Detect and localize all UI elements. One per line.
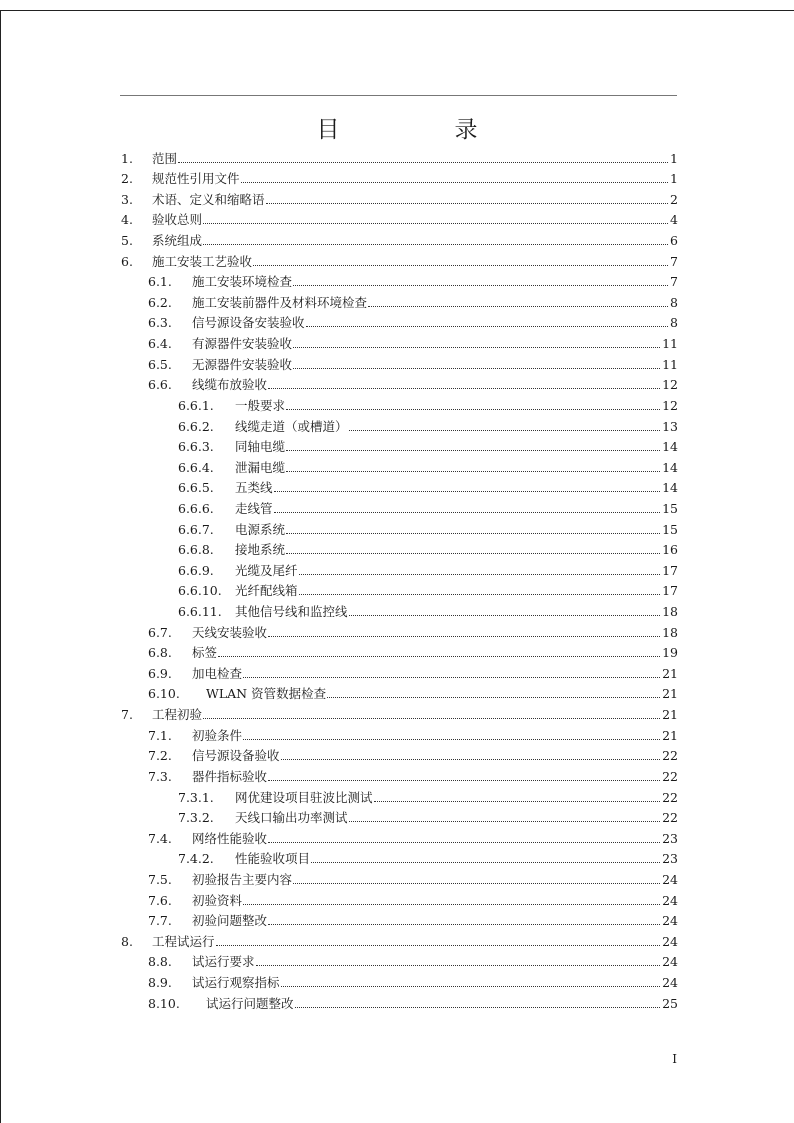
toc-entry-page: 15 — [662, 500, 678, 516]
toc-entry[interactable] — [0, 457, 794, 478]
toc-leader-dots — [274, 491, 661, 492]
toc-entry-page: 22 — [662, 748, 678, 764]
toc-entry-number: 6.6. — [148, 377, 172, 393]
toc-entry-page: 25 — [662, 995, 678, 1011]
toc-entry[interactable] — [0, 725, 794, 746]
toc-leader-dots — [268, 388, 660, 389]
toc-entry-number: 8. — [121, 933, 133, 949]
toc-entry[interactable] — [0, 333, 794, 354]
toc-entry-page: 24 — [662, 933, 678, 949]
toc-leader-dots — [286, 409, 660, 410]
toc-entry-number: 3. — [121, 191, 133, 207]
toc-entry-label: 其他信号线和监控线 — [235, 604, 348, 620]
toc-entry-number: 4. — [121, 212, 133, 228]
toc-leader-dots — [268, 842, 660, 843]
page-border-top — [0, 10, 794, 11]
toc-entry-label: 网络性能验收 — [192, 830, 268, 846]
toc-entry-page: 1 — [670, 171, 678, 187]
toc-entry[interactable] — [0, 622, 794, 643]
toc-entry-page: 21 — [662, 665, 678, 681]
toc-entry-page: 11 — [662, 356, 678, 372]
toc-leader-dots — [306, 326, 669, 327]
toc-entry-page: 18 — [662, 604, 678, 620]
toc-entry[interactable] — [0, 560, 794, 581]
toc-entry-number: 2. — [121, 171, 133, 187]
toc-entry[interactable] — [0, 993, 794, 1014]
toc-entry-number: 7.7. — [148, 913, 172, 929]
toc-entry-number: 7.3. — [148, 768, 172, 784]
table-of-contents — [0, 148, 794, 1014]
toc-entry[interactable] — [0, 251, 794, 272]
toc-entry-page: 19 — [662, 645, 678, 661]
toc-leader-dots — [241, 182, 669, 183]
toc-leader-dots — [299, 594, 661, 595]
toc-entry-number: 6.6.5. — [178, 480, 214, 496]
toc-entry[interactable] — [0, 230, 794, 251]
toc-entry-number: 6.9. — [148, 665, 172, 681]
toc-entry-label: 走线管 — [235, 500, 273, 516]
toc-entry-page: 14 — [662, 480, 678, 496]
toc-entry-label: 网优建设项目驻波比测试 — [235, 789, 373, 805]
toc-entry-page: 23 — [662, 830, 678, 846]
toc-entry-number: 6.6.8. — [178, 542, 214, 558]
header-rule — [120, 95, 677, 96]
toc-entry-number: 6.6.7. — [178, 521, 214, 537]
toc-entry-label: 泄漏电缆 — [235, 459, 286, 475]
toc-entry-number: 6.4. — [148, 336, 172, 352]
toc-entry[interactable] — [0, 601, 794, 622]
toc-leader-dots — [327, 697, 660, 698]
toc-entry[interactable] — [0, 292, 794, 313]
toc-entry[interactable] — [0, 684, 794, 705]
toc-entry-page: 12 — [662, 397, 678, 413]
toc-entry-label: 范围 — [152, 150, 178, 166]
toc-entry-label: 有源器件安装验收 — [192, 336, 293, 352]
toc-entry[interactable] — [0, 704, 794, 725]
toc-entry-number: 6.7. — [148, 624, 172, 640]
toc-leader-dots — [178, 162, 668, 163]
toc-entry-label: 验收总则 — [152, 212, 203, 228]
toc-entry-page: 12 — [662, 377, 678, 393]
toc-entry[interactable] — [0, 437, 794, 458]
page-number: I — [672, 1052, 677, 1066]
toc-entry[interactable] — [0, 952, 794, 973]
toc-entry-number: 6.6.10. — [178, 583, 222, 599]
toc-entry-page: 15 — [662, 521, 678, 537]
toc-leader-dots — [286, 553, 660, 554]
toc-entry-number: 6.10. — [148, 686, 180, 702]
toc-entry[interactable] — [0, 581, 794, 602]
toc-entry[interactable] — [0, 478, 794, 499]
toc-title: 目 录 — [316, 117, 524, 143]
toc-entry-label: 信号源设备验收 — [192, 748, 280, 764]
toc-entry-page: 1 — [670, 150, 678, 166]
toc-entry-number: 6.2. — [148, 294, 172, 310]
toc-entry-label: 施工安装工艺验收 — [152, 253, 253, 269]
toc-entry-label: 施工安装前器件及材料环境检查 — [192, 294, 368, 310]
toc-entry-number: 6.5. — [148, 356, 172, 372]
toc-entry-page: 21 — [662, 707, 678, 723]
toc-entry[interactable] — [0, 313, 794, 334]
toc-leader-dots — [281, 986, 661, 987]
toc-entry-label: 初验条件 — [192, 727, 243, 743]
toc-entry[interactable] — [0, 519, 794, 540]
toc-entry-page: 16 — [662, 542, 678, 558]
toc-entry[interactable] — [0, 972, 794, 993]
toc-entry-label: 术语、定义和缩略语 — [152, 191, 265, 207]
toc-entry-number: 6.6.1. — [178, 397, 214, 413]
toc-leader-dots — [286, 450, 660, 451]
toc-entry-page: 11 — [662, 336, 678, 352]
toc-entry[interactable] — [0, 210, 794, 231]
toc-entry-number: 6.6.2. — [178, 418, 214, 434]
toc-entry-number: 6. — [121, 253, 133, 269]
toc-entry[interactable] — [0, 498, 794, 519]
toc-leader-dots — [299, 574, 661, 575]
toc-entry-page: 7 — [670, 274, 678, 290]
toc-leader-dots — [274, 512, 661, 513]
toc-entry-label: 系统组成 — [152, 233, 203, 249]
toc-entry[interactable] — [0, 375, 794, 396]
toc-entry-label: 天线安装验收 — [192, 624, 268, 640]
toc-entry[interactable] — [0, 869, 794, 890]
toc-entry[interactable] — [0, 931, 794, 952]
toc-entry-page: 24 — [662, 913, 678, 929]
toc-entry-page: 6 — [670, 233, 678, 249]
toc-entry[interactable] — [0, 416, 794, 437]
toc-entry-label: 试运行要求 — [192, 954, 255, 970]
toc-entry-page: 7 — [670, 253, 678, 269]
toc-leader-dots — [281, 759, 661, 760]
toc-entry-number: 6.6.3. — [178, 439, 214, 455]
toc-entry-number: 6.6.9. — [178, 562, 214, 578]
toc-entry-number: 7.5. — [148, 871, 172, 887]
toc-entry-number: 6.1. — [148, 274, 172, 290]
toc-leader-dots — [218, 656, 660, 657]
toc-leader-dots — [243, 739, 660, 740]
toc-entry-label: 线缆走道（或槽道） — [235, 418, 348, 434]
toc-entry-label: 线缆布放验收 — [192, 377, 268, 393]
toc-entry-label: 电源系统 — [235, 521, 286, 537]
toc-entry-number: 6.6.11. — [178, 604, 222, 620]
toc-entry-page: 14 — [662, 459, 678, 475]
toc-entry-number: 6.6.4. — [178, 459, 214, 475]
toc-leader-dots — [253, 265, 668, 266]
toc-entry-number: 8.10. — [148, 995, 180, 1011]
toc-entry[interactable] — [0, 272, 794, 293]
toc-entry-page: 21 — [662, 686, 678, 702]
toc-leader-dots — [266, 203, 669, 204]
toc-entry-label: 初验问题整改 — [192, 913, 268, 929]
toc-entry-page: 21 — [662, 727, 678, 743]
toc-entry-page: 22 — [662, 810, 678, 826]
toc-entry[interactable] — [0, 169, 794, 190]
toc-entry-page: 8 — [670, 315, 678, 331]
toc-entry-page: 24 — [662, 871, 678, 887]
toc-entry-label: 施工安装环境检查 — [192, 274, 293, 290]
toc-entry-label: 天线口输出功率测试 — [235, 810, 348, 826]
toc-entry-number: 6.3. — [148, 315, 172, 331]
toc-entry-label: 光缆及尾纤 — [235, 562, 298, 578]
toc-entry-label: 接地系统 — [235, 542, 286, 558]
toc-entry-number: 8.8. — [148, 954, 172, 970]
toc-entry-label: 标签 — [192, 645, 218, 661]
toc-entry[interactable] — [0, 395, 794, 416]
toc-entry-number: 8.9. — [148, 974, 172, 990]
toc-leader-dots — [293, 285, 668, 286]
toc-leader-dots — [203, 244, 668, 245]
toc-entry-label: 规范性引用文件 — [152, 171, 240, 187]
toc-leader-dots — [256, 965, 661, 966]
toc-entry-page: 24 — [662, 954, 678, 970]
toc-entry-page: 23 — [662, 851, 678, 867]
toc-entry-label: 信号源设备安装验收 — [192, 315, 305, 331]
toc-entry-page: 14 — [662, 439, 678, 455]
toc-entry-page: 8 — [670, 294, 678, 310]
toc-entry-page: 17 — [662, 583, 678, 599]
toc-leader-dots — [216, 945, 661, 946]
toc-entry-label: 性能验收项目 — [235, 851, 311, 867]
toc-entry-label: 试运行问题整改 — [206, 995, 294, 1011]
toc-leader-dots — [311, 862, 660, 863]
toc-entry-page: 22 — [662, 789, 678, 805]
toc-entry[interactable] — [0, 148, 794, 169]
toc-entry[interactable] — [0, 189, 794, 210]
toc-entry-page: 18 — [662, 624, 678, 640]
toc-entry-number: 6.8. — [148, 645, 172, 661]
toc-entry-label: 试运行观察指标 — [192, 974, 280, 990]
toc-leader-dots — [293, 368, 660, 369]
toc-entry[interactable] — [0, 766, 794, 787]
toc-entry-page: 22 — [662, 768, 678, 784]
toc-entry-number: 7.3.1. — [178, 789, 214, 805]
toc-entry-number: 7.4. — [148, 830, 172, 846]
toc-entry[interactable] — [0, 663, 794, 684]
toc-leader-dots — [349, 430, 661, 431]
toc-leader-dots — [374, 801, 661, 802]
toc-entry-page: 4 — [670, 212, 678, 228]
toc-entry-label: 无源器件安装验收 — [192, 356, 293, 372]
toc-entry-page: 13 — [662, 418, 678, 434]
toc-entry[interactable] — [0, 890, 794, 911]
toc-leader-dots — [203, 718, 660, 719]
toc-entry[interactable] — [0, 540, 794, 561]
toc-entry[interactable] — [0, 849, 794, 870]
toc-entry-label: 初验报告主要内容 — [192, 871, 293, 887]
toc-entry-page: 24 — [662, 892, 678, 908]
toc-entry-number: 7.1. — [148, 727, 172, 743]
toc-entry-label: 光纤配线箱 — [235, 583, 298, 599]
toc-leader-dots — [268, 924, 660, 925]
toc-entry-label: 加电检查 — [192, 665, 243, 681]
toc-entry-number: 7.4.2. — [178, 851, 214, 867]
toc-entry[interactable] — [0, 787, 794, 808]
toc-entry[interactable] — [0, 354, 794, 375]
toc-entry[interactable] — [0, 643, 794, 664]
toc-entry-label: 工程试运行 — [152, 933, 215, 949]
toc-entry-number: 1. — [121, 150, 133, 166]
toc-entry-number: 7. — [121, 707, 133, 723]
toc-leader-dots — [349, 615, 661, 616]
toc-leader-dots — [243, 677, 660, 678]
toc-entry-page: 24 — [662, 974, 678, 990]
toc-entry-number: 7.6. — [148, 892, 172, 908]
toc-leader-dots — [268, 636, 660, 637]
toc-leader-dots — [295, 1007, 661, 1008]
toc-leader-dots — [293, 883, 660, 884]
toc-entry-number: 7.3.2. — [178, 810, 214, 826]
toc-entry-label: 初验资料 — [192, 892, 243, 908]
toc-leader-dots — [243, 904, 660, 905]
toc-entry-label: WLAN 资管数据检查 — [206, 686, 327, 702]
toc-entry-label: 同轴电缆 — [235, 439, 286, 455]
toc-entry-label: 工程初验 — [152, 707, 203, 723]
toc-entry-page: 17 — [662, 562, 678, 578]
toc-entry-label: 一般要求 — [235, 397, 286, 413]
toc-leader-dots — [349, 821, 661, 822]
toc-leader-dots — [268, 780, 660, 781]
toc-entry-label: 器件指标验收 — [192, 768, 268, 784]
toc-leader-dots — [203, 223, 668, 224]
toc-entry-number: 7.2. — [148, 748, 172, 764]
toc-entry-page: 2 — [670, 191, 678, 207]
toc-leader-dots — [286, 471, 660, 472]
toc-leader-dots — [368, 306, 668, 307]
toc-entry-number: 6.6.6. — [178, 500, 214, 516]
toc-entry[interactable] — [0, 911, 794, 932]
toc-entry[interactable] — [0, 828, 794, 849]
toc-entry-number: 5. — [121, 233, 133, 249]
toc-leader-dots — [286, 533, 660, 534]
toc-entry[interactable] — [0, 746, 794, 767]
toc-leader-dots — [293, 347, 660, 348]
toc-entry[interactable] — [0, 808, 794, 829]
toc-entry-label: 五类线 — [235, 480, 273, 496]
